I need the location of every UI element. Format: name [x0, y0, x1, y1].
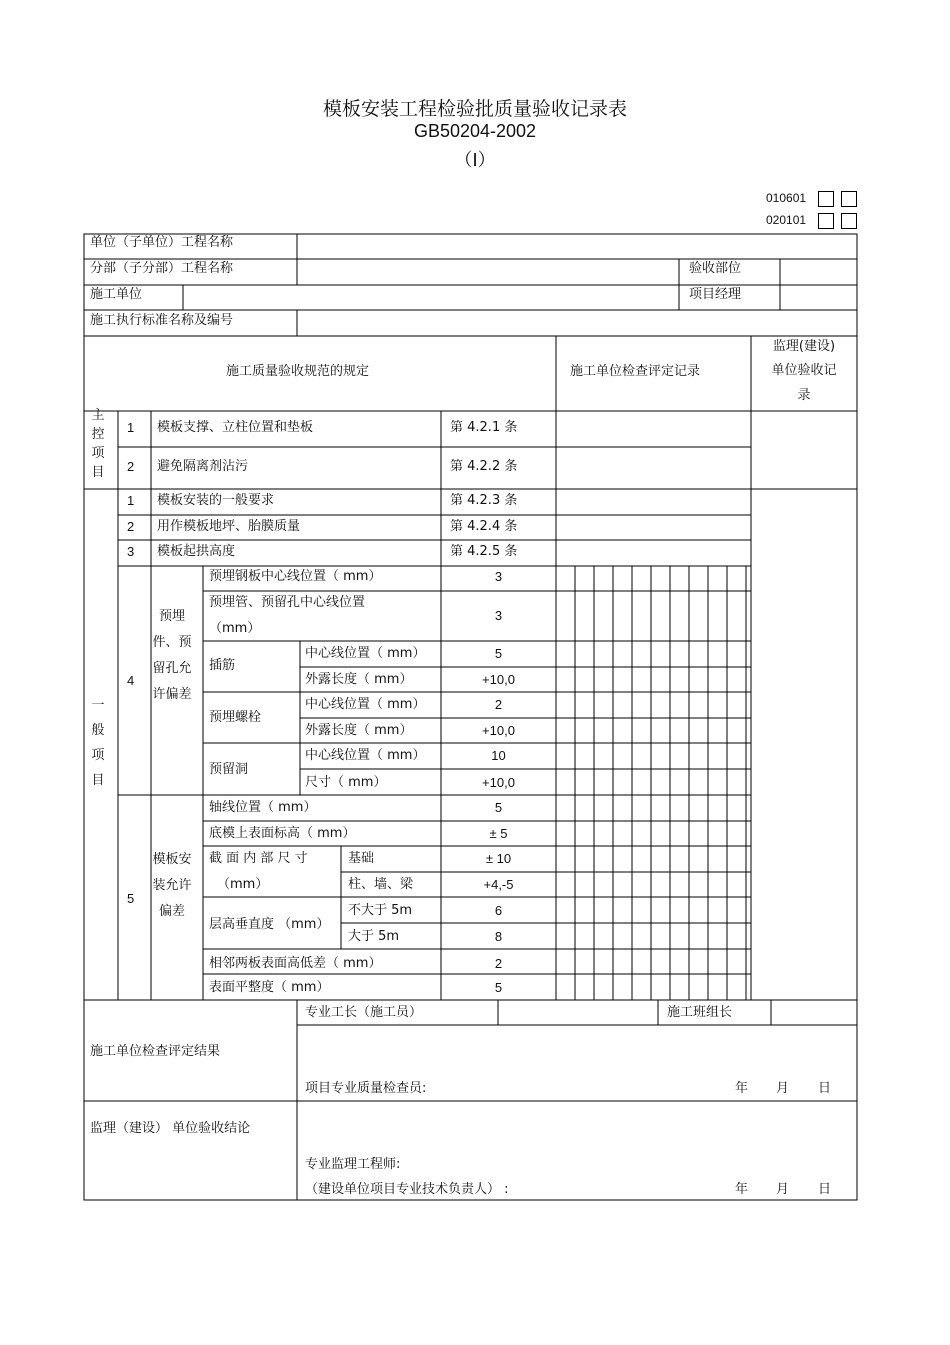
general-item-no-1: 1 — [127, 493, 135, 508]
general-item-no-3: 3 — [127, 544, 135, 559]
date-year-2: 年 — [735, 1182, 749, 1197]
unit-project-label: 单位（子单位）工程名称 — [90, 235, 234, 250]
rebar-exposed-label: 外露长度（ mm） — [305, 672, 413, 687]
column-value: +4,-5 — [483, 877, 514, 892]
general-item-clause-2: 第 4.2.4 条 — [450, 519, 518, 534]
flatness-label: 表面平整度（ mm） — [209, 980, 330, 995]
rebar-center-value: 5 — [494, 646, 503, 661]
check-result-label: 施工单位检查评定结果 — [90, 1044, 221, 1059]
steel-plate-value: 3 — [494, 569, 503, 584]
hole-label: 预留洞 — [209, 762, 249, 777]
hole-size-value: +10,0 — [482, 775, 515, 790]
conclusion-label: 监理（建设） 单位验收结论 — [90, 1121, 251, 1136]
section-label-1: 截 面 内 部 尺 寸 — [209, 851, 308, 866]
spec-header: 施工质量验收规范的规定 — [226, 364, 370, 379]
hole-center-value: 10 — [491, 748, 506, 763]
pipe-label-1: 预埋管、预留孔中心线位置 — [209, 595, 366, 610]
general-item-name-2: 用作模板地坪、胎膜质量 — [157, 519, 301, 534]
main-items-label: 主控项目 — [91, 408, 105, 480]
item4-no: 4 — [127, 673, 135, 688]
part-number: （Ⅰ） — [454, 150, 496, 171]
foundation-label: 基础 — [348, 851, 375, 866]
record-header: 施工单位检查评定记录 — [570, 364, 701, 379]
flatness-value: 5 — [494, 980, 503, 995]
document-title: 模板安装工程检验批质量验收记录表 — [322, 98, 627, 120]
date-month-1: 月 — [776, 1081, 790, 1096]
owner-label: （建设单位项目专业技术负责人） : — [305, 1182, 509, 1197]
date-day-2: 日 — [818, 1182, 832, 1197]
hole-center-label: 中心线位置（ mm） — [305, 748, 426, 763]
adjacent-label: 相邻两板表面高低差（ mm） — [209, 956, 382, 971]
pipe-value: 3 — [494, 608, 503, 623]
axis-value: 5 — [494, 800, 503, 815]
general-items-label: 一般项目 — [91, 698, 105, 788]
bottom-label: 底模上表面标高（ mm） — [209, 826, 356, 841]
sub-project-label: 分部（子分部）工程名称 — [90, 261, 234, 276]
acceptance-part-label: 验收部位 — [689, 261, 742, 276]
adjacent-value: 2 — [494, 956, 503, 971]
general-item-name-1: 模板安装的一般要求 — [157, 493, 275, 508]
main-item-name-1: 模板支撑、立柱位置和垫板 — [157, 420, 314, 435]
foundation-value: ± 10 — [485, 851, 512, 866]
main-item-name-2: 避免隔离剂沾污 — [157, 459, 249, 474]
inspector-label: 项目专业质量检查员: — [305, 1081, 427, 1096]
main-item-clause-2: 第 4.2.2 条 — [450, 459, 518, 474]
general-item-name-3: 模板起拱高度 — [157, 544, 236, 559]
item4-label: 预埋件、预留孔允许偏差 — [152, 609, 192, 702]
item5-no: 5 — [127, 891, 135, 906]
gt5-label: 大于 5m — [348, 929, 400, 944]
supervision-header-1: 监理(建设) — [772, 339, 836, 354]
standard-name-label: 施工执行标准名称及编号 — [90, 313, 234, 328]
form-code-1: 010601 — [766, 191, 807, 205]
le5-label: 不大于 5m — [348, 903, 413, 918]
main-item-no-1: 1 — [127, 420, 135, 435]
project-manager-label: 项目经理 — [689, 287, 742, 302]
vertical-label: 层高垂直度 （mm） — [209, 917, 330, 932]
bolt-exposed-value: +10,0 — [482, 723, 515, 738]
main-item-no-2: 2 — [127, 459, 135, 474]
item5-label: 模板安装允许偏差 — [152, 852, 192, 919]
bolt-center-value: 2 — [494, 697, 503, 712]
construction-unit-label: 施工单位 — [90, 287, 143, 302]
general-item-clause-1: 第 4.2.3 条 — [450, 493, 518, 508]
main-item-clause-1: 第 4.2.1 条 — [450, 420, 518, 435]
rebar-label: 插筋 — [209, 658, 236, 673]
team-leader-label: 施工班组长 — [667, 1005, 733, 1020]
supervision-header-2: 单位验收记 — [771, 363, 837, 378]
date-month-2: 月 — [776, 1182, 790, 1197]
le5-value: 6 — [494, 903, 503, 918]
hole-size-label: 尺寸（ mm） — [305, 775, 387, 790]
rebar-center-label: 中心线位置（ mm） — [305, 646, 426, 661]
general-item-clause-3: 第 4.2.5 条 — [450, 544, 518, 559]
date-year-1: 年 — [735, 1081, 749, 1096]
form-code-2: 020101 — [766, 213, 807, 227]
bottom-value: ± 5 — [489, 826, 508, 841]
section-label-2: （mm） — [217, 877, 269, 892]
date-day-1: 日 — [818, 1081, 832, 1096]
supervision-header-3: 录 — [797, 388, 811, 403]
foreman-label: 专业工长（施工员） — [305, 1005, 423, 1020]
pipe-label-2: （mm） — [209, 621, 261, 636]
bolt-center-label: 中心线位置（ mm） — [305, 697, 426, 712]
gt5-value: 8 — [494, 929, 503, 944]
steel-plate-label: 预埋钢板中心线位置（ mm） — [209, 569, 382, 584]
standard-number: GB50204-2002 — [413, 121, 537, 141]
rebar-exposed-value: +10,0 — [482, 672, 515, 687]
general-item-no-2: 2 — [127, 519, 135, 534]
axis-label: 轴线位置（ mm） — [209, 800, 317, 815]
bolt-label: 预埋螺栓 — [209, 710, 262, 725]
engineer-label: 专业监理工程师: — [305, 1157, 401, 1172]
column-label: 柱、墙、梁 — [348, 877, 414, 892]
bolt-exposed-label: 外露长度（ mm） — [305, 723, 413, 738]
